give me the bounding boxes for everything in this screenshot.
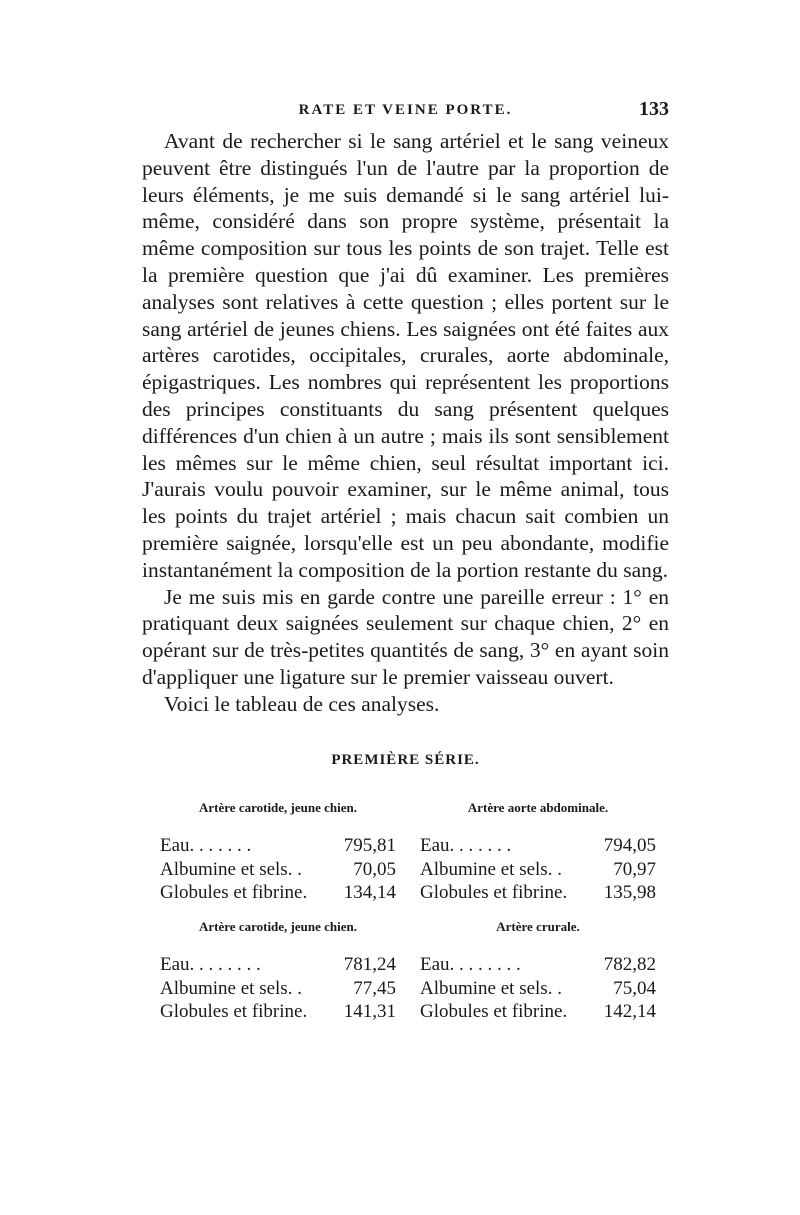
- paragraph-1: Avant de rechercher si le sang artériel et le sang veineux peuvent être distingués l'un de l'autre par la proportion de leurs éléments, je me suis demandé si le sang artériel lui-même, considéré dans son propre système, présentait la même composition sur tous les points de son trajet. Telle est la première question que j'ai dû examiner. Les premières analyses sont relatives à cette question ; elles portent sur le sang artériel de jeunes chiens. Les saignées ont été faites aux artères carotides, occipitales, crurales, aorte abdominale, épigastriques. Les nombres qui représentent les proportions des principes constituants du sang présentent quelques différences d'un chien à un autre ; mais ils sont sensiblement les mêmes sur le même chien, seul résultat important ici. J'aurais voulu pouvoir examiner, sur le même animal, tous les points du trajet artériel ; mais chacun sait combien un première saignée, lorsqu'elle est un peu abondante, modifie instantanément la composition de la portion restante du sang.: [142, 129, 669, 582]
- row-value: 77,45: [353, 977, 396, 999]
- analysis-row: [160, 977, 396, 1001]
- row-value: 794,05: [603, 835, 656, 856]
- analysis-row: [420, 977, 656, 1001]
- row-label: Albumine et sels. .: [420, 858, 562, 880]
- section-title: PREMIÈRE SÉRIE.: [331, 752, 480, 768]
- analysis-caption: Artère aorte abdominale.: [467, 800, 609, 815]
- row-value: 70,97: [613, 858, 656, 880]
- analysis-row: [160, 858, 396, 882]
- analysis-row: [160, 881, 396, 905]
- row-label: Albumine et sels. .: [160, 977, 302, 999]
- row-label: Eau. . . . . . .: [420, 835, 512, 856]
- row-value: 134,14: [343, 882, 396, 903]
- analysis-row: [160, 834, 396, 858]
- row-label: Eau. . . . . . . .: [420, 954, 521, 975]
- row-label: Globules et fibrine.: [160, 1001, 308, 1022]
- analysis-row: [420, 881, 656, 905]
- row-label: Globules et fibrine.: [420, 882, 568, 903]
- row-label: Eau. . . . . . . .: [160, 954, 261, 975]
- row-value: 795,81: [343, 835, 396, 856]
- page-header: [142, 96, 669, 126]
- analysis-row: [160, 953, 396, 977]
- row-value: 782,82: [603, 954, 656, 975]
- row-label: Albumine et sels. .: [420, 977, 562, 999]
- row-label: Globules et fibrine.: [160, 882, 308, 903]
- analysis-caption: Artère carotide, jeune chien.: [199, 919, 357, 934]
- page-number: 133: [639, 98, 669, 120]
- analysis-row: [160, 1000, 396, 1024]
- body-text: [142, 128, 669, 718]
- row-value: 142,14: [603, 1001, 656, 1022]
- analysis-block: [160, 919, 396, 1024]
- paragraph-3: Voici le tableau de ces analyses.: [164, 691, 440, 716]
- analysis-row: [420, 953, 656, 977]
- analysis-row: [420, 834, 656, 858]
- paragraph-2: Je me suis mis en garde contre une pareille erreur : 1° en pratiquant deux saignées seulement sur chaque chien, 2° en opérant sur de très-petites quantités de sang, 3° en ayant soin d'appliquer une ligature sur le premier vaisseau ouvert.: [142, 584, 669, 689]
- row-label: Albumine et sels. .: [160, 858, 302, 880]
- row-value: 135,98: [603, 882, 656, 903]
- row-value: 70,05: [353, 858, 396, 880]
- row-value: 75,04: [613, 977, 656, 999]
- analysis-row: [420, 858, 656, 882]
- row-label: Globules et fibrine.: [420, 1001, 568, 1022]
- analysis-block: [420, 919, 656, 1024]
- running-title: RATE ET VEINE PORTE.: [298, 102, 513, 118]
- analysis-row: [420, 1000, 656, 1024]
- analysis-caption: Artère crurale.: [496, 919, 580, 934]
- row-label: Eau. . . . . . .: [160, 835, 252, 856]
- analysis-caption: Artère carotide, jeune chien.: [199, 800, 357, 815]
- row-value: 141,31: [343, 1001, 396, 1022]
- row-value: 781,24: [343, 954, 396, 975]
- analysis-block: [420, 800, 656, 905]
- analysis-block: [160, 800, 396, 905]
